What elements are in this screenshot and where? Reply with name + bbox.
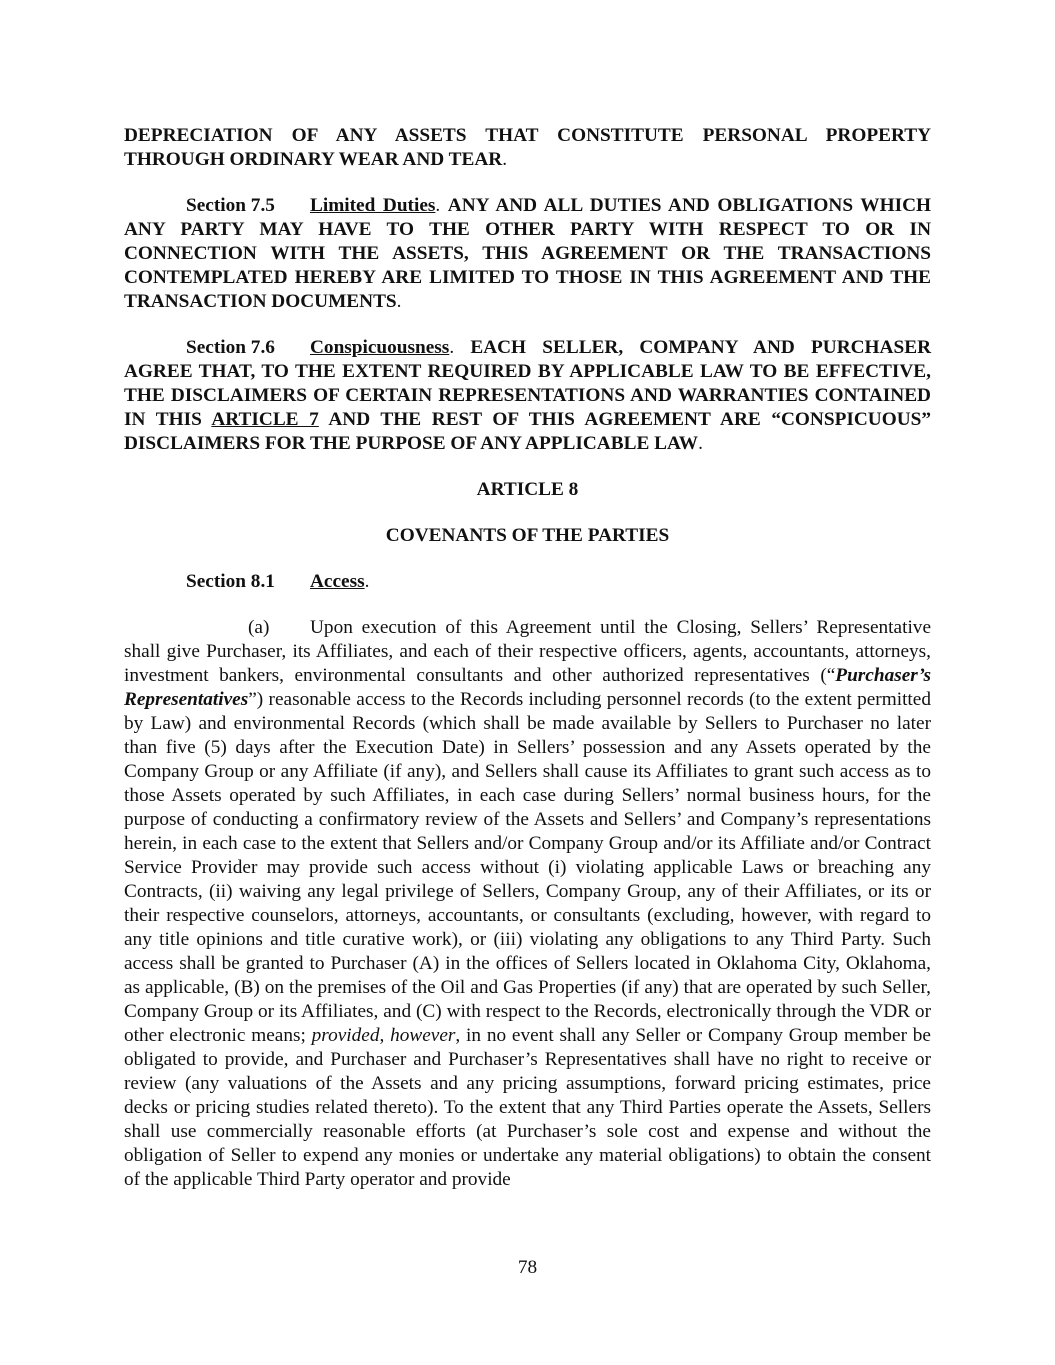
defined-term-purchasers-representatives: Purchaser’s Representatives — [124, 665, 931, 710]
paragraph-a — [124, 616, 931, 1192]
section-7-5 — [124, 194, 931, 314]
section-7-6-body-a: EACH SELLER, COMPANY AND PURCHASER AGREE THAT, TO THE EXTENT REQUIRED BY APPLICABLE LAW TO BE EFFECTIVE, THE DISCLAIMERS OF CERTAIN REPRESENTATIONS AND WARRANTIES CONTAINED IN THIS — [124, 337, 931, 430]
page-number: 78 — [517, 1257, 538, 1278]
section-8-1-number: Section 8.1 — [186, 571, 275, 592]
section-7-5-title-end: . — [435, 195, 448, 216]
section-7-6-number: Section 7.6 — [186, 337, 275, 358]
section-7-6-end: . — [698, 433, 703, 454]
provided-comma: , — [379, 1025, 391, 1046]
however-term: however — [390, 1025, 456, 1046]
section-8-1-title-end: . — [364, 571, 370, 592]
section-7-6-body-b: AND THE REST OF THIS AGREEMENT ARE “CONSPICUOUS” DISCLAIMERS FOR THE PURPOSE OF ANY APPLICABLE LAW — [124, 409, 931, 454]
section-8-1-heading — [124, 570, 931, 594]
section-7-5-body: ANY AND ALL DUTIES AND OBLIGATIONS WHICH ANY PARTY MAY HAVE TO THE OTHER PARTY WITH RESPECT TO OR IN CONNECTION WITH THE ASSETS, THIS AGREEMENT OR THE TRANSACTIONS CONTEMPLATED HEREBY ARE LIMITED TO THOSE IN THIS AGREEMENT AND THE TRANSACTION DOCUMENTS — [124, 195, 931, 312]
section-7-5-number: Section 7.5 — [186, 195, 275, 216]
article-title: COVENANTS OF THE PARTIES — [385, 525, 670, 546]
section-7-6 — [124, 336, 931, 456]
document-page — [124, 124, 931, 1192]
section-7-6-title-end: . — [449, 337, 471, 358]
article-7-reference: ARTICLE 7 — [211, 409, 319, 430]
section-7-5-end: . — [396, 291, 402, 312]
section-7-5-title: Limited Duties — [310, 195, 436, 216]
paragraph-a-text-3: , in no event shall any Seller or Company Group member be obligated to provide, and Purchaser and Purchaser’s Representatives shall have no right to receive or review (any valuations of the Assets and any pricing assumptions, forward pricing estimates, price decks or pricing studies related thereto). To the extent that any Third Parties operate the Assets, Sellers shall use commercially reasonable efforts (at Purchaser’s sole cost and expense and without the obligation of Seller to expend any monies or undertake any material obligations) to obtain the consent of the applicable Third Party operator and provide — [124, 1025, 931, 1190]
continuation-text: DEPRECIATION OF ANY ASSETS THAT CONSTITUTE PERSONAL PROPERTY THROUGH ORDINARY WEAR AND TEAR — [124, 125, 931, 170]
continuation-paragraph — [124, 124, 931, 172]
paragraph-a-text-2: ”) reasonable access to the Records including personnel records (to the extent permitted by Law) and environmental Records (which shall be made available by Sellers to Purchaser no later than five (5) days after the Execution Date) in Sellers’ possession and any Assets operated by the Company Group or any Affiliate (if any), and Sellers shall cause its Affiliates to grant such access as to those Assets operated by such Affiliates, in each case during Sellers’ normal business hours, for the purpose of conducting a confirmatory review of the Assets and Sellers’ and Company’s representations herein, in each case to the extent that Sellers and/or Company Group and/or its Affiliate and/or Contract Service Provider may provide such access without (i) violating applicable Laws or breaching any Contracts, (ii) waiving any legal privilege of Sellers, Company Group, any of their Affiliates, or its or their respective counselors, attorneys, accountants, or consultants (excluding, however, with regard to any title opinions and title curative work), or (iii) violating any obligations to any Third Party. Such access shall be granted to Purchaser (A) in the offices of Sellers located in Oklahoma City, Oklahoma, as applicable, (B) on the premises of the Oil and Gas Properties (if any) that are operated by such Seller, Company Group or its Affiliates, and (C) with respect to the Records, electronically through the VDR or other electronic means; — [124, 689, 931, 1046]
paragraph-a-text-1: Upon execution of this Agreement until the Closing, Sellers’ Representative shall give Purchaser, its Affiliates, and each of their respective officers, agents, accountants, attorneys, investment bankers, environmental consultants and other authorized representatives (“ — [124, 617, 931, 686]
provided-term: provided — [311, 1025, 380, 1046]
section-7-6-title: Conspicuousness — [310, 337, 450, 358]
paragraph-a-label: (a) — [248, 617, 270, 638]
continuation-period: . — [502, 149, 508, 170]
article-heading: ARTICLE 8 — [476, 479, 579, 500]
section-8-1-title: Access — [310, 571, 365, 592]
